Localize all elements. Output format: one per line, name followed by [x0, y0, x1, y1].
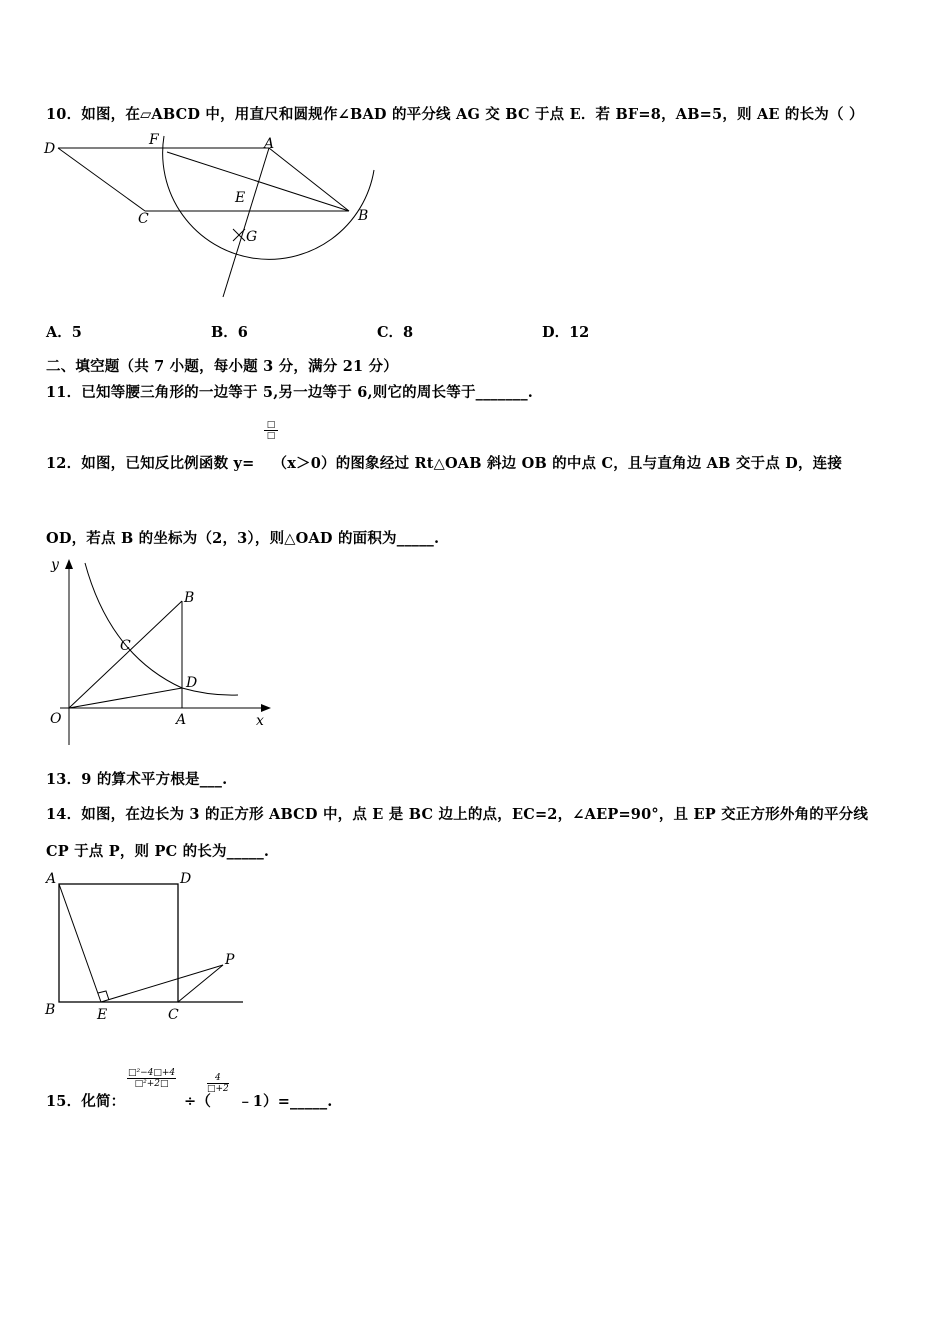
- q14-line1: 14．如图，在边长为 3 的正方形 ABCD 中，点 E 是 BC 边上的点，EC=2，∠AEP=90°，且 EP 交正方形外角的平分线: [46, 806, 869, 823]
- q15-divide: ÷（: [184, 1093, 212, 1110]
- q14-label-C: C: [168, 1007, 179, 1023]
- q10-label-D: D: [44, 141, 56, 157]
- q10-figure: [40, 130, 380, 305]
- q12-fraction: □ □: [264, 420, 278, 441]
- q15-prefix: 15．化简：: [46, 1093, 126, 1110]
- q12-line2: OD，若点 B 的坐标为（2，3），则△OAD 的面积为_____.: [46, 530, 440, 547]
- q14-line2: CP 于点 P，则 PC 的长为_____.: [46, 843, 270, 860]
- q12-label-x: x: [256, 713, 264, 729]
- q15-suffix: ﹣1）=_____.: [238, 1093, 333, 1110]
- q15-fraction-2: $\frac{4}{□+2}$: [207, 1073, 229, 1094]
- q11-text: 11．已知等腰三角形的一边等于 5,另一边等于 6,则它的周长等于_______.: [46, 384, 534, 401]
- q10-option-c: C．8: [377, 324, 414, 341]
- q14-label-B: B: [45, 1002, 56, 1018]
- q10-option-a: A．5: [46, 324, 82, 341]
- q10-label-G: G: [246, 229, 258, 245]
- q14-label-A: A: [46, 871, 57, 887]
- q12-label-O: O: [50, 711, 62, 727]
- q10-option-d: D．12: [542, 324, 590, 341]
- q14-figure: [40, 865, 250, 1025]
- q12-label-B: B: [184, 590, 195, 606]
- q13-text: 13．9 的算术平方根是___.: [46, 771, 228, 788]
- q10-label-E: E: [235, 190, 246, 206]
- q10-stem: 10．如图，在▱ABCD 中，用直尺和圆规作∠BAD 的平分线 AG 交 BC 于点 E．若 BF=8，AB=5，则 AE 的长为（ ）: [46, 106, 864, 123]
- q12-label-C: C: [120, 638, 131, 654]
- q12-line1: 12．如图，已知反比例函数 y= （x＞0）的图象经过 Rt△OAB 斜边 OB 的中点 C，且与直角边 AB 交于点 D，连接: [46, 455, 843, 472]
- q12-figure: [40, 555, 280, 750]
- q10-option-b: B．6: [211, 324, 248, 341]
- q12-label-D: D: [186, 675, 198, 691]
- q14-label-P: P: [225, 952, 235, 968]
- q10-label-B: B: [358, 208, 369, 224]
- q12-label-A: A: [176, 712, 187, 728]
- q14-label-D: D: [180, 871, 192, 887]
- q10-label-F: F: [149, 132, 159, 148]
- q10-label-C: C: [138, 211, 149, 227]
- q14-label-E: E: [97, 1007, 108, 1023]
- q12-label-y: y: [51, 557, 59, 573]
- q15-fraction-1: $\frac{\text{□²−4□+4}}{\text{□²+2□}}$: [128, 1068, 176, 1089]
- q10-label-A: A: [264, 136, 275, 152]
- section-heading: 二、填空题（共 7 小题，每小题 3 分，满分 21 分）: [46, 358, 398, 375]
